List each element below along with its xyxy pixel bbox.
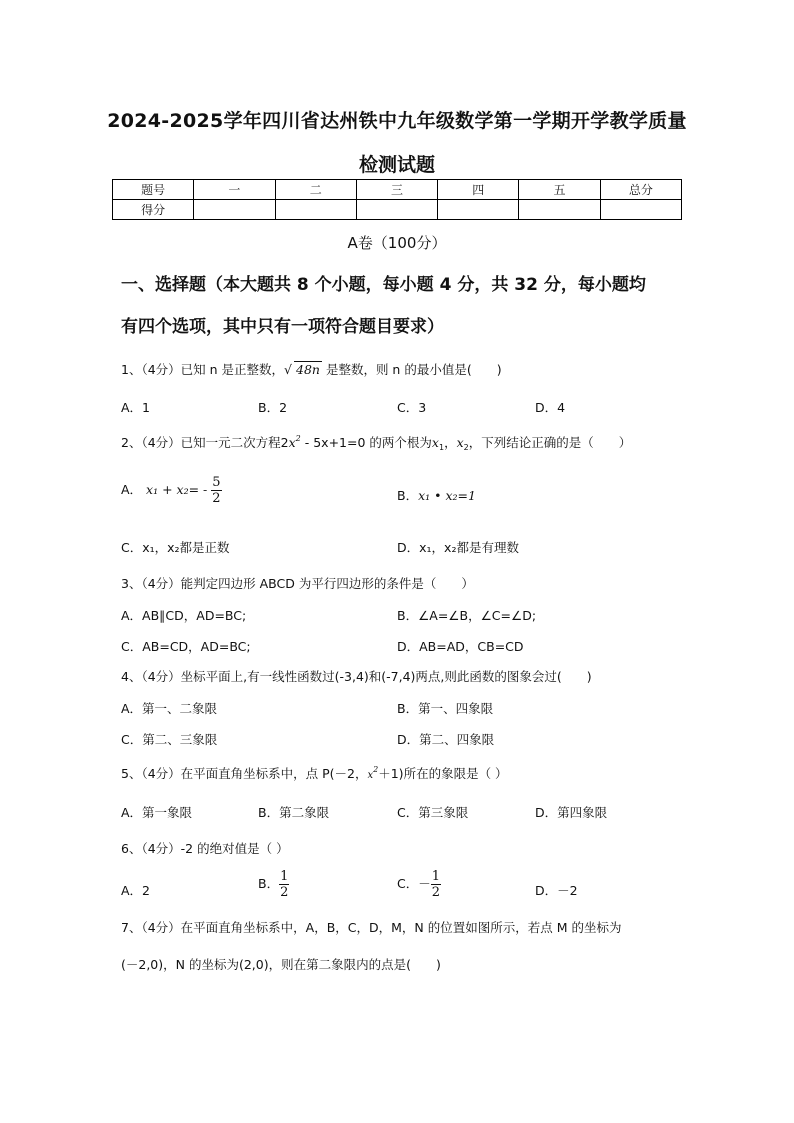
score-cell bbox=[275, 200, 356, 220]
question-2-x1: x bbox=[431, 435, 439, 450]
q2-option-a-expr: x₁ + x₂= - bbox=[146, 482, 208, 497]
q2-option-c bbox=[121, 538, 230, 556]
q5-option-a: A．第一象限 bbox=[121, 805, 193, 820]
q4-option-a: A．第一、二象限 bbox=[121, 701, 218, 716]
score-cell: 得分 bbox=[113, 200, 194, 220]
q5-option-c: C．第三象限 bbox=[397, 805, 469, 820]
fraction-numerator: 1 bbox=[431, 869, 441, 884]
question-2-mid: - 5x+1=0 的两个根为 bbox=[300, 435, 432, 450]
q3-option-d: D．AB=AD，CB=CD bbox=[397, 639, 524, 654]
score-cell bbox=[438, 200, 519, 220]
question-1-radicand: 48n bbox=[296, 362, 320, 377]
question-2-comma: ， bbox=[444, 435, 457, 450]
question-5-suffix: ＋1)所在的象限是（ ） bbox=[378, 766, 508, 781]
q4-option-d: D．第二、四象限 bbox=[397, 732, 495, 747]
score-cell bbox=[600, 200, 681, 220]
sqrt-icon: √ bbox=[284, 362, 292, 377]
q2-option-a bbox=[121, 475, 222, 506]
question-6: 6、（4分）-2 的绝对值是（ ） bbox=[121, 841, 289, 856]
q2-option-b bbox=[397, 486, 476, 504]
q6-option-b bbox=[258, 869, 289, 900]
q6-option-a: A．2 bbox=[121, 883, 151, 898]
score-cell: 题号 bbox=[113, 180, 194, 200]
question-1 bbox=[121, 360, 502, 378]
score-cell bbox=[519, 200, 600, 220]
question-7-line2: (－2,0)，N 的坐标为(2,0)，则在第二象限内的点是( ) bbox=[121, 957, 441, 972]
section-heading-line1: 一、选择题（本大题共 8 个小题，每小题 4 分，共 32 分，每小题均 bbox=[121, 275, 646, 295]
score-cell: 一 bbox=[194, 180, 275, 200]
q2-option-d bbox=[397, 538, 519, 556]
exam-title-line1: 2024-2025学年四川省达州铁中九年级数学第一学期开学教学质量 bbox=[107, 110, 687, 132]
q1-option-a: A．1 bbox=[121, 400, 151, 415]
question-5-var: x bbox=[367, 770, 374, 781]
q6-option-d: D．－2 bbox=[535, 883, 578, 898]
q4-option-c: C．第二、三象限 bbox=[121, 732, 218, 747]
question-2-exp: 2 bbox=[295, 434, 301, 443]
question-4: 4、（4分）坐标平面上,有一线性函数过(-3,4)和(-7,4)两点,则此函数的图象会过( ) bbox=[121, 669, 592, 684]
question-1-prefix: 1、（4分）已知 n 是正整数， bbox=[121, 362, 285, 377]
q2-option-d-text: x₁，x₂都是有理数 bbox=[419, 540, 519, 555]
fraction-denominator: 2 bbox=[212, 491, 221, 506]
q3-option-b: B．∠A=∠B，∠C=∠D; bbox=[397, 608, 537, 623]
q1-option-b: B．2 bbox=[258, 400, 288, 415]
q3-option-c: C．AB=CD，AD=BC; bbox=[121, 639, 251, 654]
q4-option-b: B．第一、四象限 bbox=[397, 701, 494, 716]
question-7-line1: 7、（4分）在平面直角坐标系中，A，B，C，D，M，N 的位置如图所示，若点 M 的坐标为 bbox=[121, 920, 622, 935]
volume-heading: A卷（100分） bbox=[347, 234, 447, 252]
question-5-exp: 2 bbox=[373, 765, 379, 774]
q2-option-b-label: B． bbox=[397, 488, 419, 503]
q1-option-c: C．3 bbox=[397, 400, 427, 415]
question-2 bbox=[121, 433, 631, 452]
question-1-suffix: 是整数，则 n 的最小值是( ) bbox=[325, 362, 502, 377]
question-2-x2: x bbox=[456, 435, 464, 450]
q6-option-c bbox=[397, 869, 441, 900]
q2-option-a-label: A． bbox=[121, 482, 143, 497]
score-cell bbox=[356, 200, 437, 220]
q3-option-a: A．AB∥CD，AD=BC; bbox=[121, 608, 247, 623]
q2-option-c-label: C． bbox=[121, 540, 143, 555]
exam-title-line2: 检测试题 bbox=[358, 154, 435, 176]
q2-option-c-text: x₁，x₂都是正数 bbox=[142, 540, 230, 555]
score-cell: 四 bbox=[438, 180, 519, 200]
score-cell: 二 bbox=[275, 180, 356, 200]
question-5-prefix: 5、（4分）在平面直角坐标系中，点 P(－2， bbox=[121, 766, 368, 781]
score-table-header-row bbox=[113, 180, 682, 200]
q1-option-d: D．4 bbox=[535, 400, 566, 415]
fraction-denominator: 2 bbox=[431, 885, 441, 900]
fraction-numerator: 5 bbox=[212, 475, 221, 490]
score-cell: 总分 bbox=[600, 180, 681, 200]
q5-option-b: B．第二象限 bbox=[258, 805, 330, 820]
question-2-s2: 2 bbox=[463, 443, 469, 452]
q2-option-b-expr: x₁ • x₂=1 bbox=[418, 488, 476, 503]
question-2-suffix: ，下列结论正确的是（ ） bbox=[468, 435, 632, 450]
score-cell: 三 bbox=[356, 180, 437, 200]
question-3: 3、（4分）能判定四边形 ABCD 为平行四边形的条件是（ ） bbox=[121, 576, 474, 591]
q6-option-b-label: B． bbox=[258, 876, 280, 891]
q6-option-c-fraction bbox=[431, 869, 441, 900]
question-2-prefix: 2、（4分）已知一元二次方程2 bbox=[121, 435, 289, 450]
score-table bbox=[112, 179, 682, 220]
fraction-numerator: 1 bbox=[280, 869, 289, 884]
score-cell bbox=[194, 200, 275, 220]
section-heading-line2: 有四个选项，其中只有一项符合题目要求） bbox=[121, 317, 444, 337]
q2-option-a-fraction bbox=[211, 475, 221, 506]
q6-option-c-label: C．－ bbox=[397, 876, 431, 891]
question-5 bbox=[121, 764, 508, 782]
fraction-denominator: 2 bbox=[280, 885, 289, 900]
score-cell: 五 bbox=[519, 180, 600, 200]
question-2-var: x bbox=[288, 435, 296, 450]
score-table-score-row bbox=[113, 200, 682, 220]
q6-option-b-fraction bbox=[279, 869, 289, 900]
question-2-s1: 1 bbox=[438, 443, 445, 452]
q2-option-d-label: D． bbox=[397, 540, 420, 555]
q5-option-d: D．第四象限 bbox=[535, 805, 608, 820]
